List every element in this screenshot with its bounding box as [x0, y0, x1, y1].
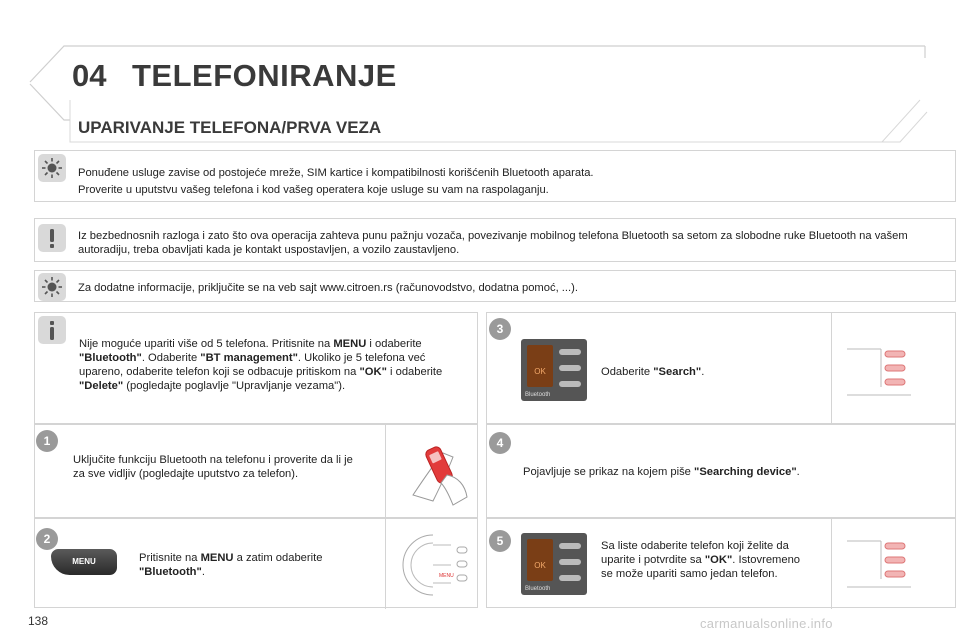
radio-button [559, 575, 581, 581]
info-box-pairing-limit [34, 312, 478, 424]
step-5-box [486, 518, 956, 608]
section-title: UPARIVANJE TELEFONA/PRVA VEZA [78, 118, 382, 137]
warning-badge [38, 224, 66, 252]
bold-bt-management: "BT management" [200, 352, 298, 364]
divider [831, 313, 832, 425]
step-2-box [34, 518, 478, 608]
step-3-text [601, 365, 821, 379]
chapter-number: 04 [72, 58, 107, 93]
step-1-text: Uključite funkciju Bluetooth na telefonu i proverite da li je za sve vidljiv (pogledajte uputstvo za telefon). [73, 454, 353, 480]
radio-screen [527, 345, 553, 387]
bold-ok: "OK" [359, 366, 387, 378]
step-3-box [486, 312, 956, 424]
radio-screen [527, 539, 553, 581]
info-note-website-text: Za dodatne informacije, priključite se na veb sajt www.citroen.rs (računovodstvo, dodatna pomoć, ...). [78, 282, 578, 294]
radio-button [559, 543, 581, 549]
step-4-number: 4 [489, 432, 511, 454]
step-4-box [486, 424, 956, 518]
radio-unit-outline-icon [843, 535, 923, 597]
step-1-number: 1 [36, 430, 58, 452]
sun-icon [38, 154, 66, 182]
step-2-text [139, 551, 369, 579]
radio-button [559, 349, 581, 355]
info-note-network [34, 150, 956, 202]
info-i-badge [38, 316, 66, 344]
step-5-number: 5 [489, 530, 511, 552]
step-3-number: 3 [489, 318, 511, 340]
text-run: . [796, 466, 800, 478]
info-box-text [79, 337, 471, 393]
phone-hand-icon [403, 435, 479, 511]
radio-ok-label: OK [534, 367, 546, 376]
text-run: Nije moguće upariti više od 5 telefona. Pritisnite na [79, 338, 334, 350]
radio-display-ok [521, 533, 587, 595]
step-2-number: 2 [36, 528, 58, 550]
bold-menu: MENU [333, 338, 367, 350]
bold-search: "Search" [653, 366, 702, 378]
radio-ok-label: OK [534, 561, 546, 570]
radio-button [559, 559, 581, 565]
radio-knob-icon [393, 531, 475, 599]
knob-menu-label: MENU [439, 573, 454, 579]
info-badge-2 [38, 273, 66, 301]
bold-ok: "OK" [704, 554, 733, 566]
text-run: Odaberite [601, 366, 654, 378]
bold-menu: MENU [200, 552, 234, 564]
info-icon [38, 316, 66, 344]
text-run: . Ukoliko je 5 telefona već upareno, odaberite telefon koji se odbacuje pritiskom na [79, 352, 426, 378]
radio-brand: Bluetooth [525, 586, 551, 592]
menu-button-illustration [51, 549, 117, 575]
step-4-text [523, 465, 943, 479]
menu-button-label: MENU [72, 557, 96, 566]
text-run: Pojavljuje se prikaz na kojem piše [523, 466, 695, 478]
exclamation-icon [38, 224, 66, 252]
info-note-line-1: Ponuđene usluge zavise od postojeće mreže, SIM kartice i kompatibilnosti korišćenih Bluetooth aparata. [78, 167, 594, 179]
text-run: . [201, 566, 205, 578]
chapter-title: TELEFONIRANJE [132, 58, 397, 93]
bold-delete: "Delete" [79, 380, 124, 392]
text-run: a zatim odaberite [233, 552, 323, 564]
text-run: Sa liste odaberite telefon koji želite da uparite i potvrdite sa [601, 540, 789, 566]
sun-icon [38, 273, 66, 301]
divider [385, 519, 386, 609]
text-run: . Istovremeno se može upariti samo jedan telefon. [601, 554, 801, 580]
radio-display-search [521, 339, 587, 401]
text-run: i odaberite [366, 338, 422, 350]
bold-bluetooth: "Bluetooth" [79, 352, 142, 364]
page-number: 138 [28, 614, 49, 628]
watermark: carmanualsonline.info [700, 616, 833, 631]
radio-unit-outline-icon [843, 343, 923, 405]
text-run: . Odaberite [141, 352, 201, 364]
text-run: Pritisnite na [139, 552, 201, 564]
divider [831, 519, 832, 609]
radio-brand: Bluetooth [525, 392, 551, 398]
step-1-box [34, 424, 478, 518]
text-run: . [701, 366, 705, 378]
warning-note [34, 218, 956, 262]
info-note-line-2: Proverite u uputstvu vašeg telefona i kod vašeg operatera koje usluge su vam na raspolaganju. [78, 184, 549, 196]
radio-button [559, 381, 581, 387]
text-run: i odaberite [386, 366, 443, 378]
warning-text: Iz bezbednosnih razloga i zato što ova operacija zahteva punu pažnju vozača, povezivanje mobilnog telefona Bluetooth sa setom za slobodne ruke Bluetooth na vašem autoradiju, treba obavljati kada je kontakt uspostavljen, a vozilo zaustavljeno. [78, 230, 908, 256]
text-run: (pogledajte poglavlje "Upravljanje vezama"). [123, 380, 346, 392]
info-note-website [34, 270, 956, 302]
step-5-text [601, 539, 811, 581]
radio-button [559, 365, 581, 371]
bold-searching-device: "Searching device" [694, 466, 797, 478]
bold-bluetooth: "Bluetooth" [139, 566, 202, 578]
divider [385, 425, 386, 519]
info-badge [38, 154, 66, 182]
